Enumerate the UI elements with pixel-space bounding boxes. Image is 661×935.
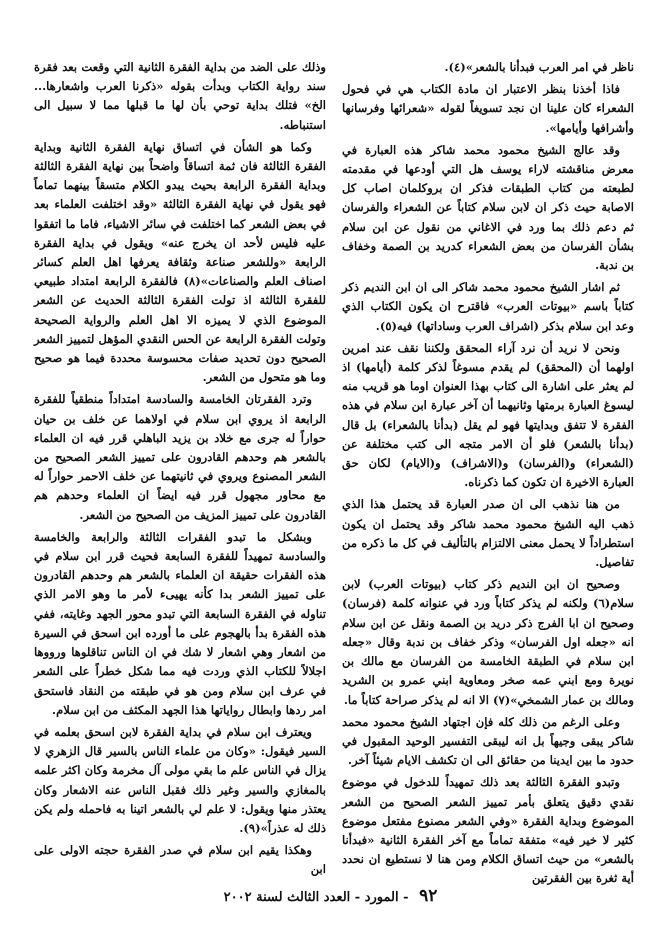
paragraph: وصحيح ان ابن النديم ذكر كتاب (بيوتات العرب) لابن سلام(٦) ولكنه لم يذكر كتاباً ورد في عنوانه كلمة (فرسان) وصحيح ان ابا الفرج ذكر دريد بن الصمة ونقل عن ابن سلام انه «جعله اول الفرسان» وذكر خفاف بن ندبة وقال «جعله ابن سلام في الطبقة الخامسة من الفرسان مع مالك بن نويرة ومع ابني عمه صخر ومعاوية ابني عمرو بن الشريد ومالك بن عمار الشمخي»(٧) الا انه لم يذكر صراحة كتاباً ما. <box>342 577 634 707</box>
paragraph: فاذا أخذنا بنظر الاعتبار ان مادة الكتاب هي في فحول الشعراء كان علينا ان نجد تسويغاً لقوله «شعرائها وفرسانها وأشرافها وأيامها». <box>342 82 634 135</box>
paragraph: ثم اشار الشيخ محمود محمد شاكر الى ان ابن النديم ذكر كتاباً باسم «بيوتات العرب» فاقترح ان يكون الكتاب الذي وعد ابن سلام بذكر (اشراف العرب وساداتها) فيه(٥). <box>342 280 634 333</box>
paragraph: وترد الفقرتان الخامسة والسادسة امتداداً منطقياً للفقرة الرابعة اذ يروي ابن سلام في اولاهما عن خلف بن حيان حواراً له جرى مع خلاد بن يزيد الباهلي قرر فيه ان العلماء بالشعر هم وحدهم القادرون على تمييز الشعر الصحيح من الشعر المصنوع ويروي في ثانيتهما عن خلف الاحمر حواراً له مع محاور مجهول قرر فيه ايضاً ان العلماء وحدهم هم القادرون على تمييز المزيف من الصحيح من الشعر. <box>34 392 326 522</box>
paragraph: وقد عالج الشيخ محمود محمد شاكر هذه العبارة في معرض مناقشته لاراء يوسف هل التي أودعها في مقدمته لطبعته من كتاب الطبقات فذكر ان بروكلمان اصاب كل الاصابة حيث ذكر ان لابن سلام كتاباً عن الشعراء والفرسان ثم دعم ذلك بما ورد في الاغاني من نقول عن ابن سلام بشأن الفرسان من بعض الشعراء كدريد بن الصمة وخفاف بن ندبة. <box>342 142 634 273</box>
paragraph: ناظر في امر العرب فبدأنا بالشعر»(٤). <box>444 60 634 74</box>
paragraph: وذلك على الضد من بداية الفقرة الثانية التي وقعت بعد فقرة سند رواية الكتاب وبدأت بقوله «ذكرنا العرب واشعارها... الخ» فتلك بداية توحي بأن لها ما قبلها مما لا سبيل الى استنباطه. <box>34 60 326 132</box>
page-footer <box>0 886 661 906</box>
paragraph: ونحن لا نريد أن نرد آراء المحقق ولكننا نقف عند امرين اولهما أن (المحقق) لم يقدم مسوغاً لذكر كلمة (أيامها) اذ لم يعثر على اشارة الى كتاب بهذا العنوان اوما هو قريب منه ليسوغ العبارة برمتها وثانيهما أن آخر عبارة ابن سلام في هذه الفقرة لا تتفق وبدايتها فهو لم يقل (بدأنا بالشعراء) بل قال (بدأنا بالشعر) فلو أن الامر متجه الى كتب مختلفة عن (الشعراء) و(الفرسان) و(الاشراف) و(الايام) لكان حق العبارة الاخيرة ان تكون كما ذكرناه. <box>342 340 634 490</box>
paragraph: وتبدو الفقرة الثالثة بعد ذلك تمهيداً للدخول في موضوع نقدي دقيق يتعلق بأمر تمييز الشعر الصحيح من الشعر الموضوع وبداية الفقرة «وفي الشعر مصنوع مفتعل موضوع كثير لا خير فيه» متفقة تماماً مع آخر الفقرة الثانية «فبدأنا بالشعر» من حيث اتساق الكلام ومن هنا لا نستطيع ان نحدد أية ثغرة بين الفقرتين <box>342 775 634 886</box>
paragraph: ويعترف ابن سلام في بداية الفقرة لابن اسحق بعلمه في السير فيقول: «وكان من علماء الناس بالسير قال الزهري لا يزال في الناس علم ما بقي مولى آل مخرمة وكان اكثر علمه بالمغازي والسير وغير ذلك فقبل الناس عنه الاشعار وكان يعتذر منها ويقول: لا علم لي بالشعر اتينا به فاحمله ولم يكن ذلك له عذراً»(٩). <box>34 724 326 835</box>
paragraph: وعلى الرغم من ذلك كله فإن اجتهاد الشيخ محمود محمد شاكر يبقى وجيهاً بل انه ليبقى التفسير الوحيد المقبول في حدود ما بين ايدينا من حقائق الى ان تكشف الايام شيئاً آخر. <box>342 714 634 768</box>
paragraph: وبشكل ما تبدو الفقرات الثالثة والرابعة والخامسة والسادسة تمهيداً للفقرة السابعة فحيث قرر ابن سلام في هذه الفقرات حقيقة ان العلماء بالشعر هم وحدهم القادرون على تمييز الشعر بدا كأنه يهيىء لأمر ما وهو الامر الذي تناوله في الفقرة السابعة التي تبدو محور الجهد وغايته، ففي هذه الفقرة بدأ بالهجوم على ما أورده ابن اسحق في السيرة من اشعار وهي اشعار لا شك في ان الناس تناقلوها ورووها اجلالاً للكتاب الذي وردت فيه مما شكل خطراً على الشعر في عرف ابن سلام ومن هو في طبقته من النقاد فاستحق امر ردها وابطال رواياتها هذا الجهد المكثف من ابن سلام. <box>34 529 326 717</box>
paragraph: وكما هو الشأن في اتساق نهاية الفقرة الثانية وبداية الفقرة الثالثة فان ثمة اتساقاً واضحاً بين نهاية الفقرة الثالثة وبداية الفقرة الرابعة بحيث يبدو الكلام متسقاً بينهما تماماً فهو يقول في نهاية الفقرة الثالثة «وقد اختلفت العلماء بعد في بعض الشعر كما اختلفت في سائر الاشياء، فاما ما اتفقوا عليه فليس لأحد ان يخرج عنه» ويقول في بداية الفقرة الرابعة «وللشعر صناعة وثقافة يعرفها اهل العلم كسائر اصناف العلم والصناعات»(٨) فالفقرة الرابعة امتداد طبيعي للفقرة الثالثة اذ تولت الفقرة الثالثة الحديث عن الشعر الموضوع الذي لا يميزه الا اهل العلم والرواية الصحيحة وتولت الفقرة الرابعة عن الحس النقدي المؤهل لتمييز الشعر الصحيح دون تحديد صفات محسوسة محددة فيما هو صحيح وما هو متحول من الشعر. <box>34 139 326 385</box>
paragraph: من هنا نذهب الى ان صدر العبارة قد يحتمل هذا الذي ذهب اليه الشيخ محمود محمد شاكر وقد يحتمل ان يكون استطراداً لا يحمل معنى الالتزام بالتأليف في كل ما ذكره من تفاصيل. <box>342 497 634 570</box>
right-column <box>342 58 634 886</box>
journal-issue: المورد - العدد الثالث لسنة ٢٠٠٢ <box>223 890 399 905</box>
footer-separator: - <box>403 890 409 905</box>
page-number: ٩٢ <box>419 886 438 906</box>
paragraph: وهكذا يقيم ابن سلام في صدر الفقرة حجته الاولى على ابن <box>34 843 326 877</box>
left-column <box>34 58 326 877</box>
